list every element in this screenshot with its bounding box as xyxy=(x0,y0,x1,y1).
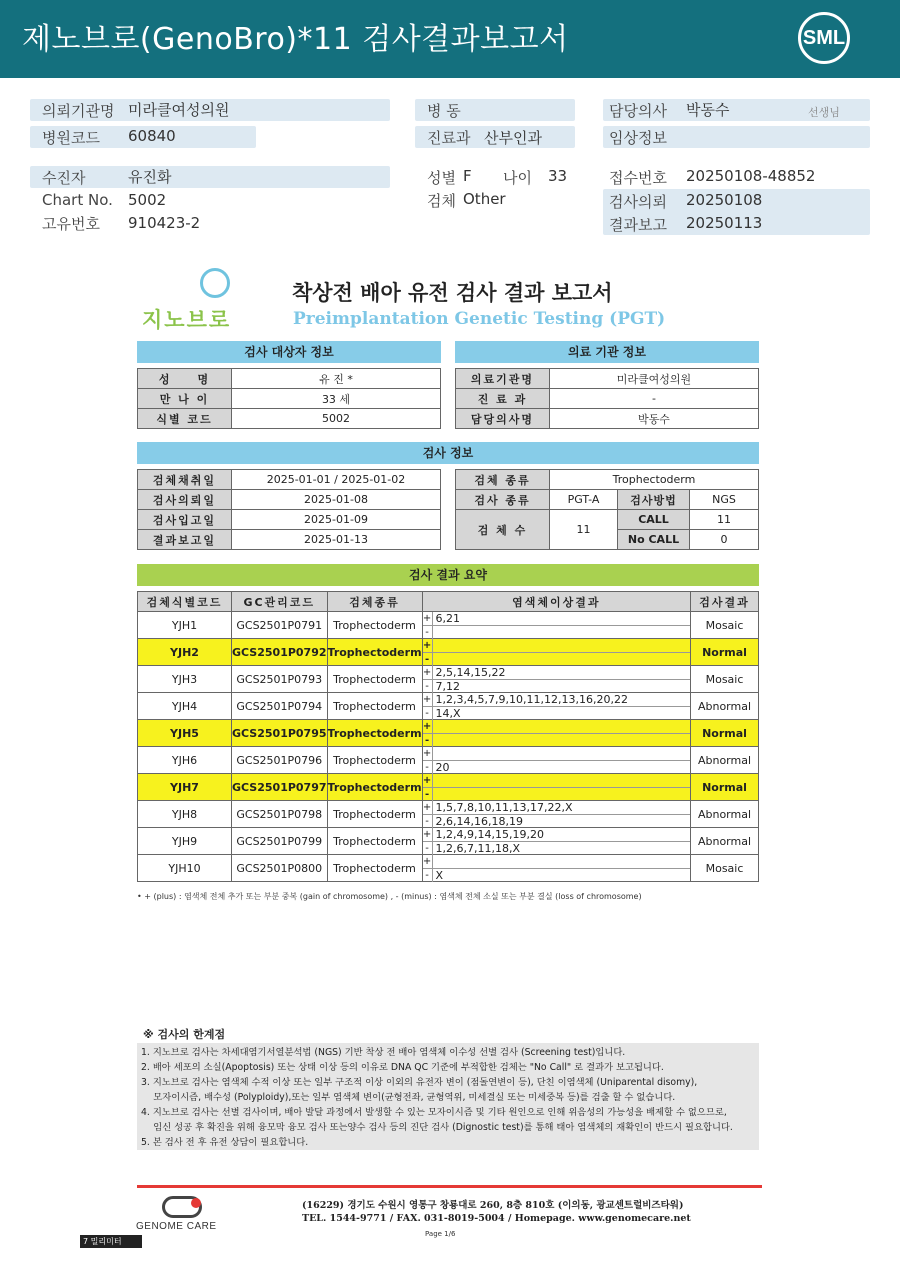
minus-sign: - xyxy=(423,842,433,855)
minus-sign: - xyxy=(423,707,433,720)
col-gc-code: GC관리코드 xyxy=(232,592,328,612)
collect-value: 2025-01-01 / 2025-01-02 xyxy=(232,470,441,490)
institution-value: 미라클여성의원 xyxy=(128,101,230,119)
medical-inst-value: 미라클여성의원 xyxy=(550,369,759,389)
dna-circle-icon xyxy=(200,268,230,298)
gain-chromosomes: 1,5,7,8,10,11,13,17,22,X xyxy=(435,801,573,814)
request-value: 20250108 xyxy=(686,191,763,209)
specimen-type: Trophectoderm xyxy=(327,855,422,882)
footer-divider xyxy=(137,1185,762,1188)
limits-line: 5. 본 검사 전 후 유전 상담이 필요합니다. xyxy=(141,1137,309,1148)
result: Normal xyxy=(691,774,759,801)
minus-sign: - xyxy=(423,869,433,882)
minus-sign: - xyxy=(423,653,433,666)
doctor-suffix: 선생님 xyxy=(808,106,840,119)
plus-sign: + xyxy=(422,802,432,813)
col-result: 검사결과 xyxy=(691,592,759,612)
medical-inst-label: 의료기관명 xyxy=(456,369,550,389)
result: Normal xyxy=(691,720,759,747)
limits-line: 임신 성공 후 확진을 위해 융모막 융모 검사 또는양수 검사 등의 진단 검사 (Dignostic test)를 통해 태아 염색체의 재확인이 반드시 필요합니다. xyxy=(141,1122,733,1133)
table-row xyxy=(138,801,759,828)
test-info-header: 검사 정보 xyxy=(137,442,759,464)
result: Abnormal xyxy=(691,693,759,720)
summary-table xyxy=(137,591,759,882)
report-value: 20250113 xyxy=(686,214,763,232)
subject-age-value: 33 세 xyxy=(232,389,441,409)
test-spec-table xyxy=(455,469,759,550)
abnormality-cell xyxy=(422,801,690,828)
report-date-label: 결과보고일 xyxy=(138,530,232,550)
subject-id-value: 5002 xyxy=(232,409,441,429)
subject-info-header: 검사 대상자 정보 xyxy=(137,341,441,363)
col-specimen-type: 검체종류 xyxy=(327,592,422,612)
specimen-type-value: Trophectoderm xyxy=(550,470,759,490)
age-value: 33 xyxy=(548,167,568,185)
request-date-value: 2025-01-08 xyxy=(232,490,441,510)
genobro-brand-text: 지노브로 xyxy=(142,308,232,332)
gain-chromosomes: 6,21 xyxy=(435,612,461,625)
request-label: 검사의뢰 xyxy=(609,193,667,211)
specimen-type-label: 검체 종류 xyxy=(456,470,550,490)
minus-sign: - xyxy=(423,680,433,693)
table-row xyxy=(138,828,759,855)
specimen-type: Trophectoderm xyxy=(327,720,422,747)
result: Normal xyxy=(691,639,759,666)
sml-logo: SML xyxy=(798,12,850,64)
report-label: 결과보고 xyxy=(609,216,667,234)
ward-label: 병 동 xyxy=(427,102,461,120)
page-number: Page 1/6 xyxy=(425,1230,456,1238)
col-sample-id: 검체식별코드 xyxy=(138,592,232,612)
nocall-label: No CALL xyxy=(618,530,690,550)
gc-code: GCS2501P0795 xyxy=(232,720,328,747)
loss-chromosomes: 14,X xyxy=(435,707,461,720)
medical-info-table xyxy=(455,368,759,429)
department-value: 산부인과 xyxy=(484,129,542,147)
specimen-value: Other xyxy=(463,190,506,208)
received-label: 검사입고일 xyxy=(138,510,232,530)
abnormality-cell xyxy=(422,855,690,882)
method-label: 검사방법 xyxy=(618,490,690,510)
clinical-label: 임상정보 xyxy=(609,129,667,147)
unique-label: 고유번호 xyxy=(42,215,100,233)
limits-line: 모자이시즘, 배수성 (Polyploidy),또는 일부 염색체 변이(균형전좌, 균형역위, 미세결실 또는 미세중복 등)를 검출 할 수 없습니다. xyxy=(141,1092,676,1103)
table-row xyxy=(138,666,759,693)
summary-footnote: • + (plus) : 염색체 전체 추가 또는 부분 중복 (gain of chromosome) , - (minus) : 염색체 전체 소실 또는 부분 결실 (loss of chromosome) xyxy=(137,892,642,901)
specimen-type: Trophectoderm xyxy=(327,612,422,639)
sample-id: YJH7 xyxy=(138,774,232,801)
limits-line: 4. 지노브로 검사는 선별 검사이며, 배아 발달 과정에서 발생할 수 있는 모자이시즘 및 기타 원인으로 인해 위음성의 가능성을 배제할 수 없으므로, xyxy=(141,1107,727,1118)
request-date-label: 검사의뢰일 xyxy=(138,490,232,510)
chart-label: Chart No. xyxy=(42,191,113,209)
gain-chromosomes: 2,5,14,15,22 xyxy=(435,666,506,679)
plus-sign: + xyxy=(422,721,432,732)
report-subtitle: Preimplantation Genetic Testing (PGT) xyxy=(293,309,666,329)
loss-chromosomes: 1,2,6,7,11,18,X xyxy=(435,842,521,855)
receipt-value: 20250108-48852 xyxy=(686,167,816,185)
patient-label: 수진자 xyxy=(42,169,86,187)
minus-sign: - xyxy=(423,626,433,639)
sample-id: YJH10 xyxy=(138,855,232,882)
plus-sign: + xyxy=(422,775,432,786)
sample-id: YJH3 xyxy=(138,666,232,693)
footer-address xyxy=(302,1199,691,1225)
gain-chromosomes: 1,2,4,9,14,15,19,20 xyxy=(435,828,544,841)
plus-sign: + xyxy=(422,694,432,705)
abnormality-cell xyxy=(422,774,690,801)
loss-chromosomes: 2,6,14,16,18,19 xyxy=(435,815,523,828)
gc-code: GCS2501P0798 xyxy=(232,801,328,828)
subject-info-table xyxy=(137,368,441,429)
abnormality-cell xyxy=(422,639,690,666)
limits-title: ※ 검사의 한계점 xyxy=(143,1028,226,1041)
specimen-type: Trophectoderm xyxy=(327,828,422,855)
genobro-logo xyxy=(140,268,250,332)
page-title: 제노브로(GenoBro)*11 검사결과보고서 xyxy=(22,22,569,57)
subject-name-label: 성 명 xyxy=(138,369,232,389)
plus-sign: + xyxy=(422,829,432,840)
minus-sign: - xyxy=(423,815,433,828)
header-bar xyxy=(0,0,900,78)
specimen-label: 검체 xyxy=(427,192,456,210)
subject-name-value: 유 진 * xyxy=(232,369,441,389)
plus-sign: + xyxy=(422,856,432,867)
genome-care-name: GENOME CARE xyxy=(136,1221,217,1232)
received-value: 2025-01-09 xyxy=(232,510,441,530)
receipt-label: 접수번호 xyxy=(609,169,667,187)
gc-code: GCS2501P0799 xyxy=(232,828,328,855)
call-label: CALL xyxy=(618,510,690,530)
test-dates-table xyxy=(137,469,441,550)
minus-sign: - xyxy=(423,788,433,801)
genome-care-dot-icon xyxy=(191,1198,201,1208)
mm-label: 7 밀리미터 xyxy=(80,1235,142,1248)
hospital-code-value: 60840 xyxy=(128,127,176,145)
loss-chromosomes: 20 xyxy=(435,761,450,774)
limits-line: 1. 지노브로 검사는 차세대염기서열분석법 (NGS) 기반 착상 전 배아 염색체 이수성 선별 검사 (Screening test)입니다. xyxy=(141,1047,626,1058)
minus-sign: - xyxy=(423,734,433,747)
report-date-value: 2025-01-13 xyxy=(232,530,441,550)
gc-code: GCS2501P0796 xyxy=(232,747,328,774)
subject-id-label: 식별 코드 xyxy=(138,409,232,429)
sex-label: 성별 xyxy=(427,169,456,187)
specimen-type: Trophectoderm xyxy=(327,801,422,828)
specimen-type: Trophectoderm xyxy=(327,774,422,801)
limits-line: 3. 지노브로 검사는 염색체 수적 이상 또는 일부 구조적 이상 이외의 유전자 변이 (점돌연변이 등), 단친 이염색체 (Uniparental disomy), xyxy=(141,1077,698,1088)
call-value: 11 xyxy=(690,510,759,530)
gc-code: GCS2501P0800 xyxy=(232,855,328,882)
sample-id: YJH2 xyxy=(138,639,232,666)
count-value: 11 xyxy=(550,510,618,550)
plus-sign: + xyxy=(422,667,432,678)
medical-info-header: 의료 기관 정보 xyxy=(455,341,759,363)
age-label: 나이 xyxy=(503,169,532,187)
loss-chromosomes: X xyxy=(435,869,444,882)
sample-id: YJH1 xyxy=(138,612,232,639)
table-row xyxy=(138,747,759,774)
col-abnormality: 염색체이상결과 xyxy=(422,592,690,612)
table-row xyxy=(138,612,759,639)
medical-doctor-label: 담당의사명 xyxy=(456,409,550,429)
hospital-code-label: 병원코드 xyxy=(42,129,100,147)
count-label: 검 체 수 xyxy=(456,510,550,550)
department-label: 진료과 xyxy=(427,129,471,147)
abnormality-cell xyxy=(422,612,690,639)
sample-id: YJH9 xyxy=(138,828,232,855)
abnormality-cell xyxy=(422,828,690,855)
loss-chromosomes: 7,12 xyxy=(435,680,461,693)
abnormality-cell xyxy=(422,693,690,720)
specimen-type: Trophectoderm xyxy=(327,666,422,693)
institution-label: 의뢰기관명 xyxy=(42,102,115,120)
method-value: NGS xyxy=(690,490,759,510)
limits-box xyxy=(137,1043,759,1150)
nocall-value: 0 xyxy=(690,530,759,550)
specimen-type: Trophectoderm xyxy=(327,747,422,774)
gc-code: GCS2501P0792 xyxy=(232,639,328,666)
genome-care-logo xyxy=(136,1196,228,1236)
patient-value: 유진화 xyxy=(128,168,172,186)
sample-id: YJH5 xyxy=(138,720,232,747)
gain-chromosomes: 1,2,3,4,5,7,9,10,11,12,13,16,20,22 xyxy=(435,693,628,706)
sample-id: YJH4 xyxy=(138,693,232,720)
table-row xyxy=(138,693,759,720)
medical-dept-value: - xyxy=(550,389,759,409)
abnormality-cell xyxy=(422,666,690,693)
medical-dept-label: 진 료 과 xyxy=(456,389,550,409)
abnormality-cell xyxy=(422,720,690,747)
subject-age-label: 만 나 이 xyxy=(138,389,232,409)
table-row xyxy=(138,855,759,882)
result: Abnormal xyxy=(691,747,759,774)
address-line-1: (16229) 경기도 수원시 영통구 창룡대로 260, 8층 810호 (이의동, 광교센트럴비즈타워) xyxy=(302,1200,684,1211)
unique-value: 910423-2 xyxy=(128,214,201,232)
address-line-2: TEL. 1544-9771 / FAX. 031-8019-5004 / Homepage. www.genomecare.net xyxy=(302,1213,691,1224)
summary-header: 검사 결과 요약 xyxy=(137,564,759,586)
sex-value: F xyxy=(463,167,472,185)
limits-line: 2. 배아 세포의 소실(Apoptosis) 또는 상태 이상 등의 이유로 DNA QC 기준에 부적합한 검체는 "No Call" 로 결과가 보고됩니다. xyxy=(141,1062,664,1073)
abnormality-cell xyxy=(422,747,690,774)
gc-code: GCS2501P0793 xyxy=(232,666,328,693)
test-type-value: PGT-A xyxy=(550,490,618,510)
result: Mosaic xyxy=(691,612,759,639)
table-row xyxy=(138,720,759,747)
gc-code: GCS2501P0797 xyxy=(232,774,328,801)
result: Mosaic xyxy=(691,666,759,693)
plus-sign: + xyxy=(422,748,432,759)
result: Abnormal xyxy=(691,801,759,828)
plus-sign: + xyxy=(422,613,432,624)
sample-id: YJH6 xyxy=(138,747,232,774)
sample-id: YJH8 xyxy=(138,801,232,828)
doctor-value: 박동수 xyxy=(686,101,730,119)
specimen-type: Trophectoderm xyxy=(327,693,422,720)
report-title: 착상전 배아 유전 검사 결과 보고서 xyxy=(292,281,613,305)
gc-code: GCS2501P0791 xyxy=(232,612,328,639)
table-row xyxy=(138,639,759,666)
medical-doctor-value: 박동수 xyxy=(550,409,759,429)
doctor-label: 담당의사 xyxy=(609,102,667,120)
specimen-type: Trophectoderm xyxy=(327,639,422,666)
collect-label: 검체채취일 xyxy=(138,470,232,490)
test-type-label: 검사 종류 xyxy=(456,490,550,510)
plus-sign: + xyxy=(422,640,432,651)
gc-code: GCS2501P0794 xyxy=(232,693,328,720)
minus-sign: - xyxy=(423,761,433,774)
result: Mosaic xyxy=(691,855,759,882)
table-row xyxy=(138,774,759,801)
result: Abnormal xyxy=(691,828,759,855)
chart-value: 5002 xyxy=(128,191,167,209)
